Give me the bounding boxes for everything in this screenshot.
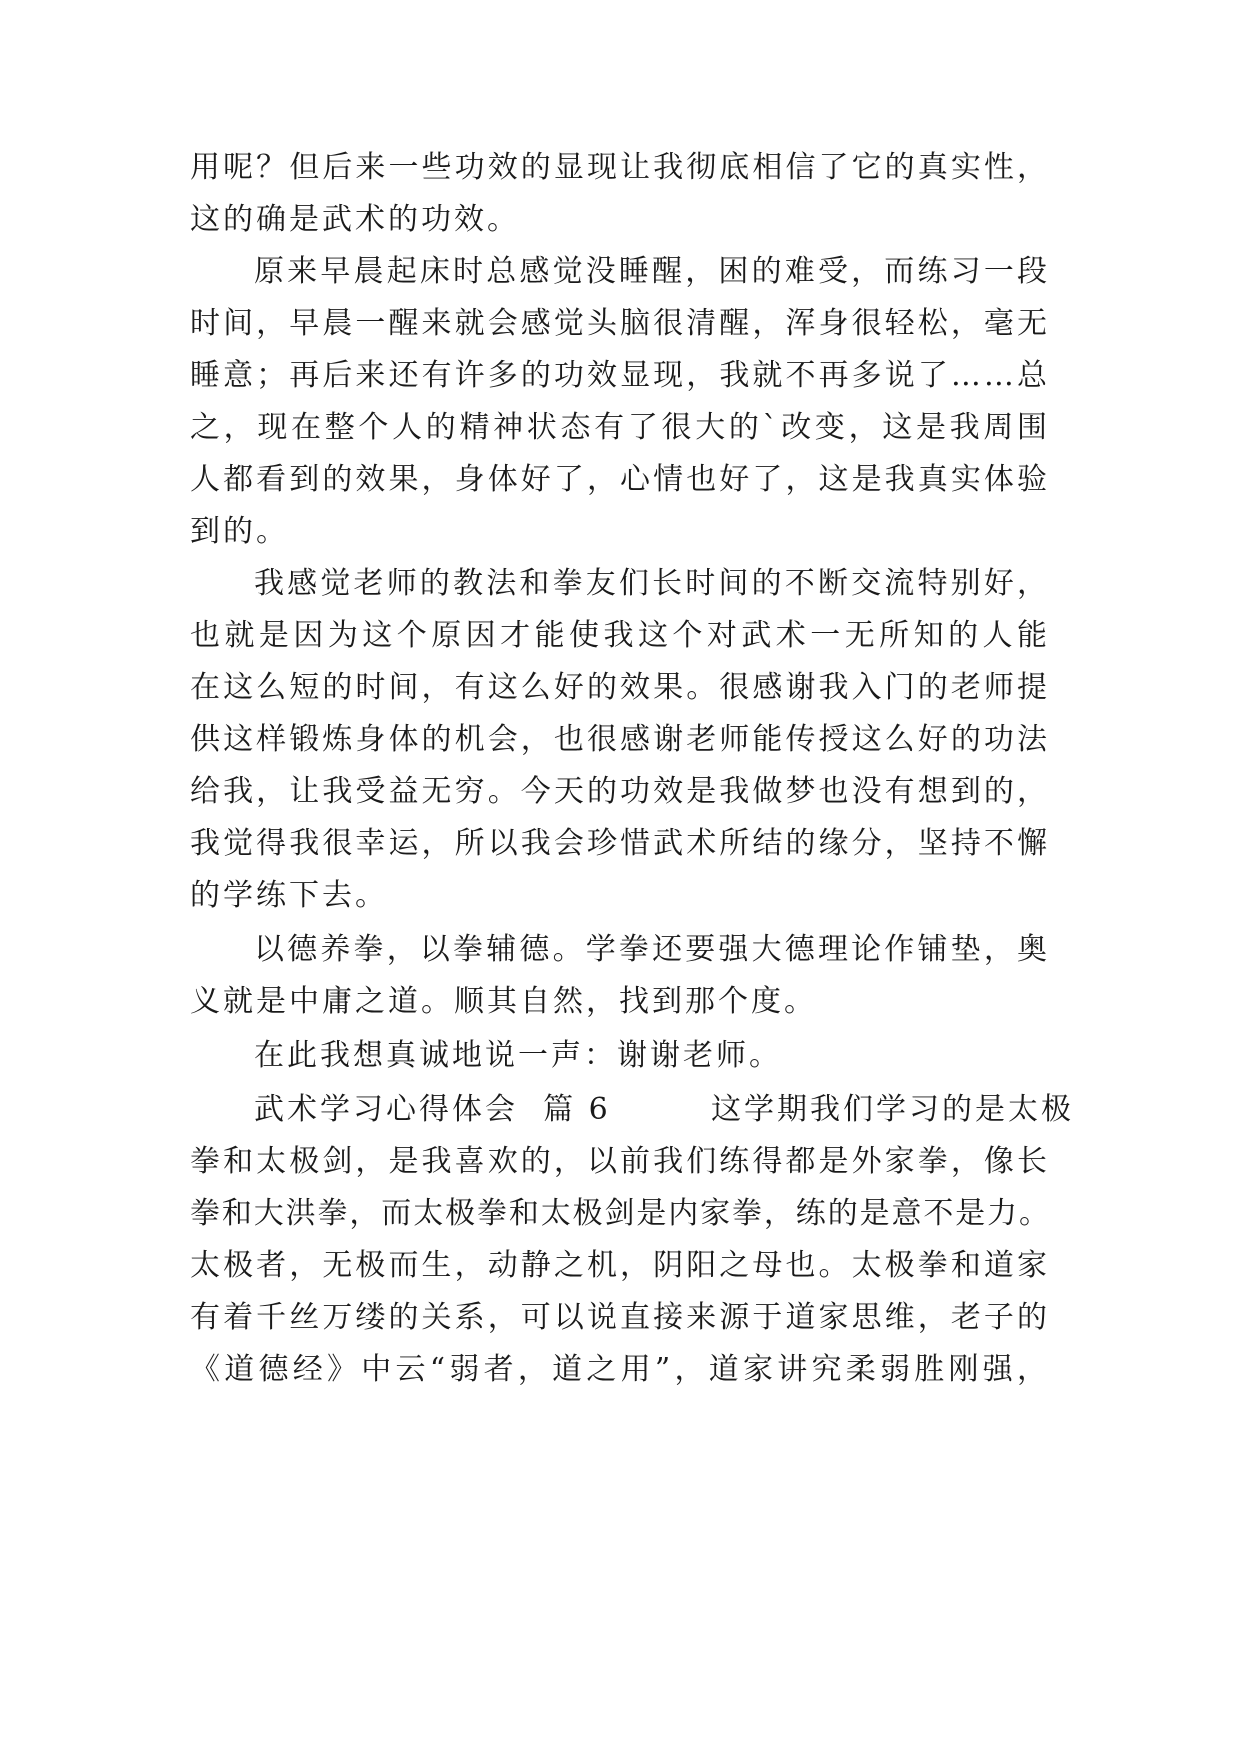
text-line: 拳和大洪拳，而太极拳和太极剑是内家拳，练的是意不是力。 [190,1196,1050,1231]
text-line: 的学练下去。 [190,878,388,913]
text-line: 人都看到的效果，身体好了，心情也好了，这是我真实体验 [190,462,1050,497]
text-line: 我感觉老师的教法和拳友们长时间的不断交流特别好， [254,566,1050,601]
text-line: 之，现在整个人的精神状态有了很大的`改变，这是我周围 [190,410,1050,445]
text-line: 在这么短的时间，有这么好的效果。很感谢我入门的老师提 [190,670,1050,705]
text-line: 也就是因为这个原因才能使我这个对武术一无所知的人能 [190,618,1050,653]
text-line: 在此我想真诚地说一声：谢谢老师。 [254,1038,782,1073]
text-line: 给我，让我受益无穷。今天的功效是我做梦也没有想到的， [190,774,1050,809]
text-line: 到的。 [190,514,289,549]
text-line: 时间，早晨一醒来就会感觉头脑很清醒，浑身很轻松，毫无 [190,306,1050,341]
section-heading-line: 武术学习心得体会 篇 6 这学期我们学习的是太极 [254,1092,1074,1127]
text-line: 有着千丝万缕的关系，可以说直接来源于道家思维，老子的 [190,1300,1050,1335]
text-line: 义就是中庸之道。顺其自然，找到那个度。 [190,984,817,1019]
text-line: 《道德经》中云“弱者，道之用”，道家讲究柔弱胜刚强， [190,1352,1050,1387]
text-line: 用呢？但后来一些功效的显现让我彻底相信了它的真实性， [190,150,1050,185]
text-line: 以德养拳，以拳辅德。学拳还要强大德理论作铺垫，奥 [254,932,1050,967]
text-line: 拳和太极剑，是我喜欢的，以前我们练得都是外家拳，像长 [190,1144,1050,1179]
text-line: 这的确是武术的功效。 [190,202,520,237]
text-line: 原来早晨起床时总感觉没睡醒，困的难受，而练习一段 [254,254,1050,289]
text-line: 我觉得我很幸运，所以我会珍惜武术所结的缘分，坚持不懈 [190,826,1050,861]
text-line: 太极者，无极而生，动静之机，阴阳之母也。太极拳和道家 [190,1248,1050,1283]
text-line: 供这样锻炼身体的机会，也很感谢老师能传授这么好的功法 [190,722,1050,757]
text-line: 睡意；再后来还有许多的功效显现，我就不再多说了……总 [190,358,1050,393]
